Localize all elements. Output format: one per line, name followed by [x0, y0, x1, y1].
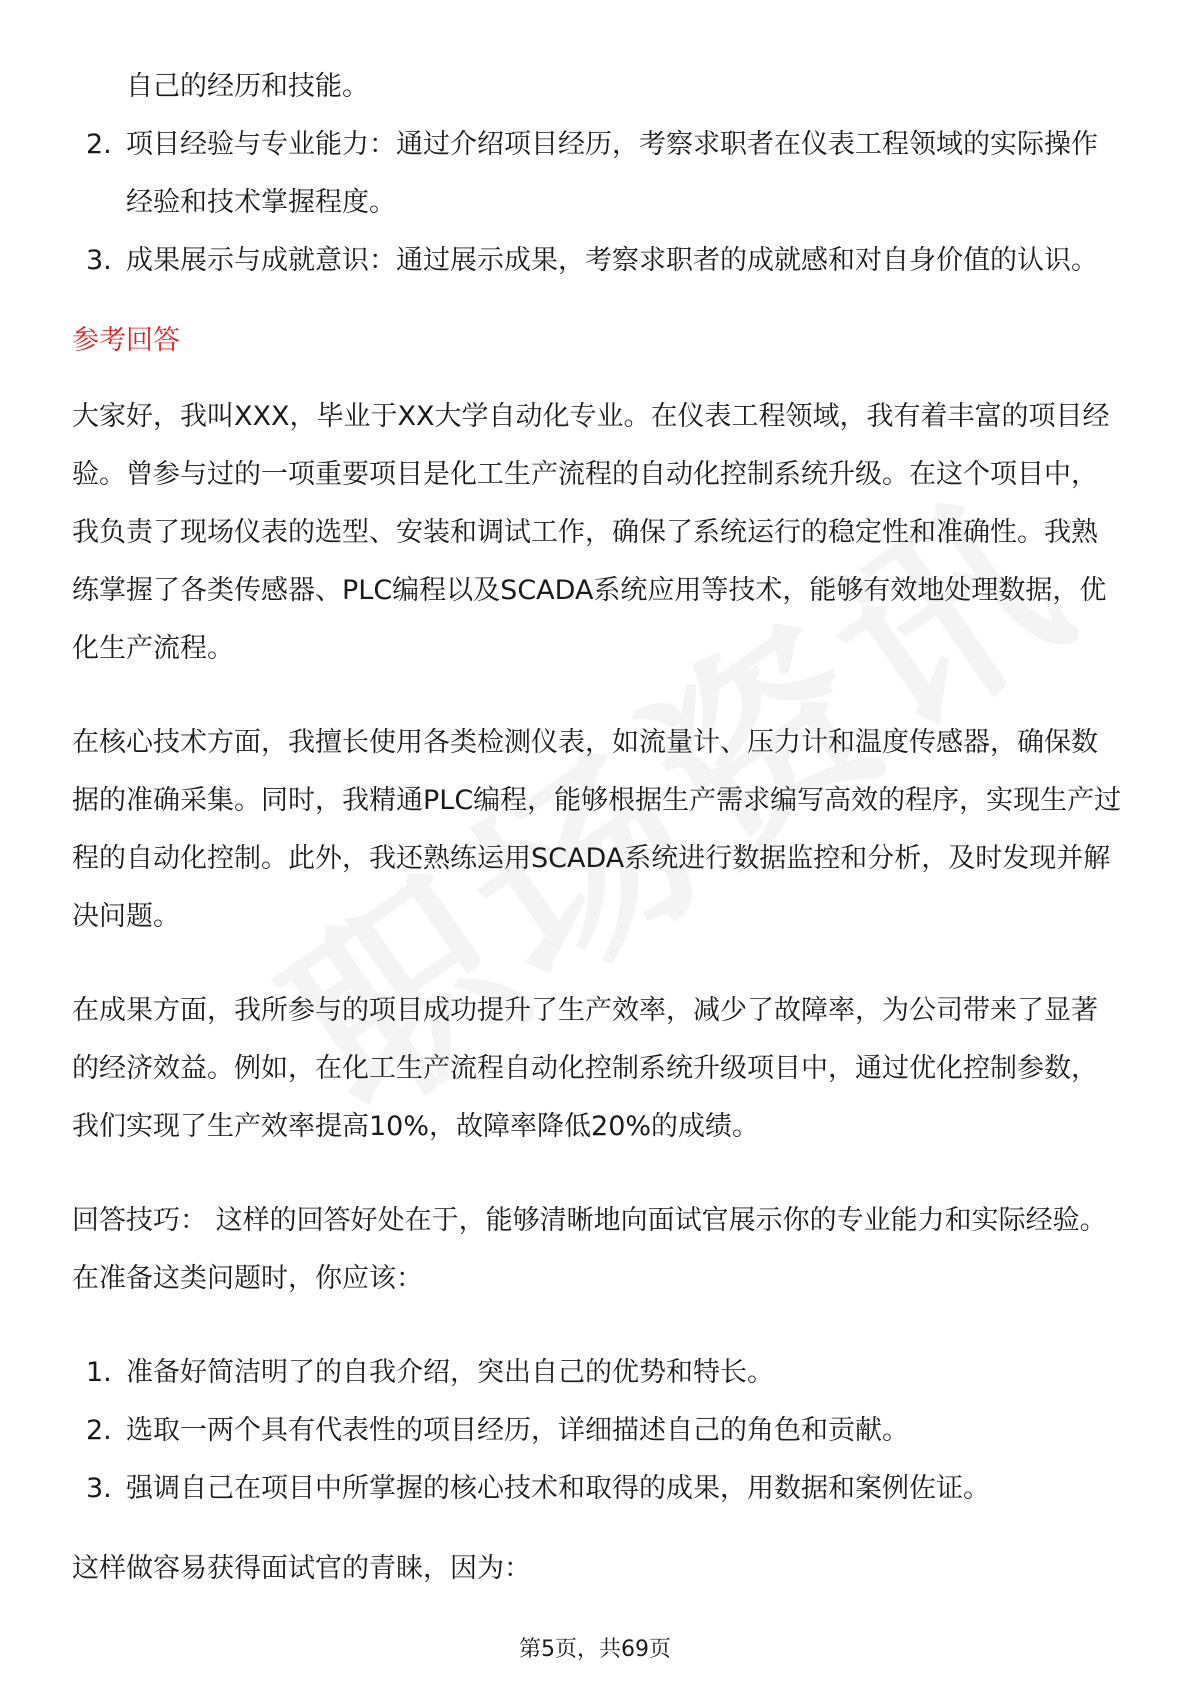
list-item — [72, 232, 1122, 290]
list-number: 1. — [86, 1357, 112, 1388]
list-item — [72, 1344, 1122, 1402]
list-number: 2. — [86, 1415, 112, 1446]
answer-paragraph: 大家好，我叫XXX，毕业于XX大学自动化专业。在仪表工程领域，我有着丰富的项目经验。曾参与过的一项重要项目是化工生产流程的自动化控制系统升级。在这个项目中，我负责了现场仪表的选型、安装和调试工作，确保了系统运行的稳定性和准确性。我熟练掌握了各类传感器、PLC编程以及SCADA系统应用等技术，能够有效地处理数据，优化生产流程。 — [72, 401, 1110, 664]
section-heading: 参考回答 — [72, 325, 180, 356]
list-item-text: 准备好简洁明了的自我介绍，突出自己的优势和特长。 — [126, 1357, 774, 1388]
list-item — [72, 116, 1122, 232]
list-item-text: 项目经验与专业能力：通过介绍项目经历，考察求职者在仪表工程领域的实际操作经验和技术掌握程度。 — [126, 129, 1098, 218]
list-item — [72, 1460, 1122, 1518]
list-item-text: 强调自己在项目中所掌握的核心技术和取得的成果，用数据和案例佐证。 — [126, 1473, 990, 1504]
document-body — [72, 58, 1122, 1598]
list-item — [72, 1402, 1122, 1460]
list-item-text: 选取一两个具有代表性的项目经历，详细描述自己的角色和贡献。 — [126, 1415, 909, 1446]
list-number: 2. — [86, 129, 112, 160]
answer-paragraph: 在成果方面，我所参与的项目成功提升了生产效率，减少了故障率，为公司带来了显著的经济效益。例如，在化工生产流程自动化控制系统升级项目中，通过优化控制参数，我们实现了生产效率提高10%，故障率降低20%的成绩。 — [72, 995, 1098, 1142]
tips-list — [72, 1344, 1122, 1518]
list-number: 3. — [86, 1473, 112, 1504]
list-number: 3. — [86, 245, 112, 276]
list-item-text: 成果展示与成就意识：通过展示成果，考察求职者的成就感和对自身价值的认识。 — [126, 245, 1098, 276]
closing-line: 这样做容易获得面试官的青睐，因为： — [72, 1553, 531, 1584]
intro-list — [72, 116, 1122, 290]
page-number-footer: 第5页，共69页 — [519, 1637, 671, 1662]
intro-list-continuation: 自己的经历和技能。 — [126, 71, 369, 102]
tips-paragraph: 回答技巧： 这样的回答好处在于，能够清晰地向面试官展示你的专业能力和实际经验。在准备这类问题时，你应该： — [72, 1205, 1107, 1294]
answer-paragraph: 在核心技术方面，我擅长使用各类检测仪表，如流量计、压力计和温度传感器，确保数据的准确采集。同时，我精通PLC编程，能够根据生产需求编写高效的程序，实现生产过程的自动化控制。此外，我还熟练运用SCADA系统进行数据监控和分析，及时发现并解决问题。 — [72, 727, 1122, 932]
